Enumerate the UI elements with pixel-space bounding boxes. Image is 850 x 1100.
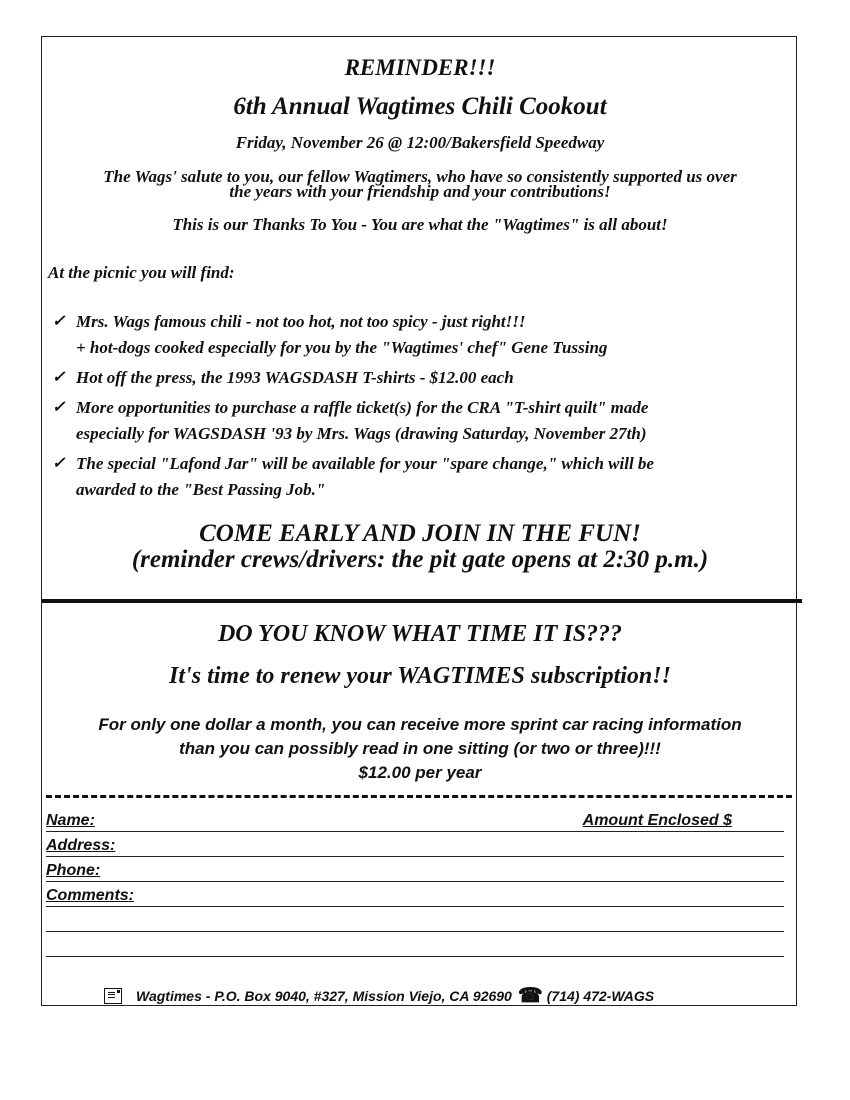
mailing-address: Wagtimes - P.O. Box 9040, #327, Mission Viejo, CA 92690 <box>136 987 512 1004</box>
address-field[interactable] <box>46 832 784 857</box>
salute-line-2: the years with your friendship and your contributions! <box>229 182 611 201</box>
phone-number: (714) 472-WAGS <box>546 987 655 1004</box>
item-line: Mrs. Wags famous chili - not too hot, not too spicy - just right!!! <box>76 312 526 331</box>
list-item <box>50 451 790 503</box>
section-divider <box>42 599 802 603</box>
salute-text <box>42 169 798 199</box>
subscription-form <box>46 807 784 957</box>
item-line: More opportunities to purchase a raffle ticket(s) for the CRA "T-shirt quilt" made <box>76 398 649 417</box>
list-item <box>50 365 790 391</box>
phone-label: Phone: <box>46 862 101 879</box>
picnic-items-list <box>50 309 790 507</box>
list-item <box>50 395 790 447</box>
item-line: + hot-dogs cooked especially for you by the "Wagtimes' chef" Gene Tussing <box>76 338 608 357</box>
checkmark-icon: ✓ <box>52 455 66 472</box>
item-line: The special "Lafond Jar" will be available for your "spare change," which will be <box>76 454 654 473</box>
envelope-icon <box>104 988 122 1004</box>
item-line: Hot off the press, the 1993 WAGSDASH T-shirts - $12.00 each <box>76 368 514 387</box>
renew-text: It's time to renew your WAGTIMES subscription!! <box>169 663 671 689</box>
address-label: Address: <box>46 837 116 854</box>
amount-enclosed-label: Amount Enclosed $ <box>582 812 732 829</box>
event-date: Friday, November 26 @ 12:00/Bakersfield Speedway <box>235 133 605 152</box>
pit-gate-text: (reminder crews/drivers: the pit gate opens at 2:30 p.m.) <box>131 546 709 573</box>
event-title: 6th Annual Wagtimes Chili Cookout <box>233 93 607 120</box>
phone-field[interactable] <box>46 857 784 882</box>
comments-label: Comments: <box>46 887 135 904</box>
come-early-banner <box>42 521 798 573</box>
offer-line-2: than you can possibly read in one sitting (or two or three)!!! <box>179 739 661 758</box>
item-line: especially for WAGSDASH '93 by Mrs. Wags (drawing Saturday, November 27th) <box>76 424 647 443</box>
checkmark-icon: ✓ <box>52 399 66 416</box>
footer-contact <box>104 983 654 1008</box>
name-label: Name: <box>46 812 95 829</box>
offer-line-1: For only one dollar a month, you can receive more sprint car racing information <box>98 715 742 734</box>
comments-field[interactable] <box>46 882 784 907</box>
telephone-icon: ☎ <box>517 985 543 1007</box>
offer-text <box>42 713 798 785</box>
salute-line-1: The Wags' salute to you, our fellow Wagtimers, who have so consistently supported us over <box>103 167 737 186</box>
thanks-text: This is our Thanks To You - You are what the "Wagtimes" is all about! <box>172 215 668 234</box>
price-text: $12.00 per year <box>358 763 482 782</box>
list-item <box>50 309 790 361</box>
flyer-frame <box>41 36 797 1006</box>
checkmark-icon: ✓ <box>52 369 66 386</box>
comments-line[interactable] <box>46 907 784 932</box>
item-line: awarded to the "Best Passing Job." <box>76 480 326 499</box>
cut-line <box>46 795 792 798</box>
picnic-intro: At the picnic you will find: <box>48 263 235 282</box>
reminder-heading: REMINDER!!! <box>344 55 496 80</box>
subscription-headline: DO YOU KNOW WHAT TIME IT IS??? <box>217 621 623 647</box>
checkmark-icon: ✓ <box>52 313 66 330</box>
come-early-text: COME EARLY AND JOIN IN THE FUN! <box>199 520 641 547</box>
name-field[interactable] <box>46 807 784 832</box>
comments-line[interactable] <box>46 932 784 957</box>
